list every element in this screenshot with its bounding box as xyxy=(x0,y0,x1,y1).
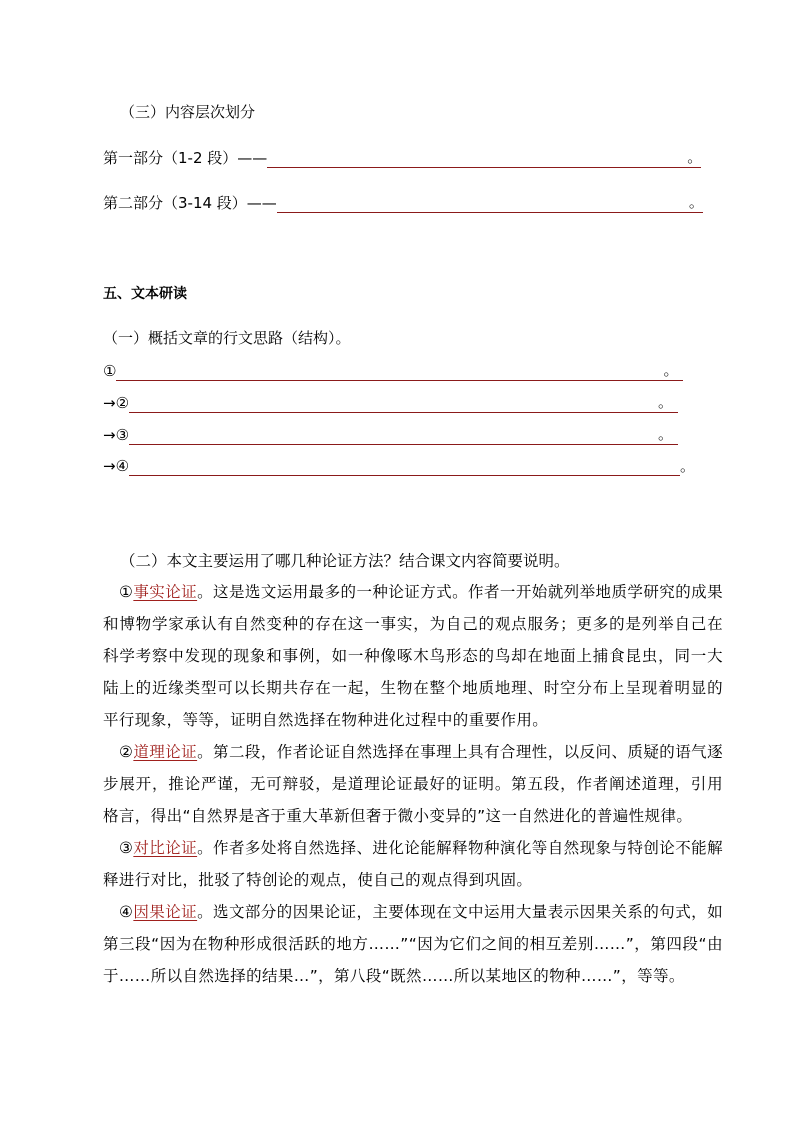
method-number: ① xyxy=(119,583,134,601)
method-term: 因果论证 xyxy=(133,903,198,921)
method-explanation: 。选文部分的因果论证，主要体现在文中运用大量表示因果关系的句式，如第三段“因为在物种形成很活跃的地方……”“因为它们之间的相互差别……”，第四段“由于……所以自然选择的结果…”，第八段“既然……所以某地区的物种……”，等等。 xyxy=(103,903,724,985)
part1-end: 。 xyxy=(687,148,703,166)
method-term: 对比论证 xyxy=(133,839,198,857)
part2-answer-blank[interactable] xyxy=(277,196,689,213)
structure-end: 。 xyxy=(680,457,696,475)
method-explanation: 。第二段，作者论证自然选择在事理上具有合理性，以反问、质疑的语气逐步展开，推论严谨，无可辩驳，是道理论证最好的证明。第五段，作者阐述道理，引用格言，得出“自然界是吝于重大革新但奢于微小变异的”这一自然进化的普遍性规律。 xyxy=(103,743,724,825)
section3-title: （三）内容层次划分 xyxy=(120,103,256,121)
q2-title: （二）本文主要运用了哪几种论证方法？结合课文内容简要说明。 xyxy=(120,552,570,570)
structure-answer-blank[interactable] xyxy=(129,459,680,476)
method-paragraph-cause xyxy=(103,896,723,992)
structure-marker: →② xyxy=(103,394,130,412)
method-number: ② xyxy=(119,743,134,761)
method-term: 道理论证 xyxy=(133,743,198,761)
method-term: 事实论证 xyxy=(133,583,198,601)
part1-label: 第一部分（1-2 段）—— xyxy=(103,149,268,167)
section5-heading: 五、文本研读 xyxy=(103,286,187,302)
part1-answer-blank[interactable] xyxy=(267,151,687,168)
method-number: ④ xyxy=(119,903,134,921)
method-paragraph-fact xyxy=(103,576,723,736)
method-paragraph-reason xyxy=(103,736,723,832)
structure-row-3 xyxy=(103,424,678,445)
structure-end: 。 xyxy=(663,360,683,381)
part2-label: 第二部分（3-14 段）—— xyxy=(103,194,277,212)
structure-row-4 xyxy=(103,456,695,476)
part2-row xyxy=(103,192,703,213)
structure-answer-blank[interactable] xyxy=(129,428,658,445)
structure-marker: →④ xyxy=(103,457,130,475)
method-number: ③ xyxy=(119,839,134,857)
structure-end: 。 xyxy=(658,424,678,445)
structure-row-1 xyxy=(103,360,683,381)
q1-title: （一）概括文章的行文思路（结构）。 xyxy=(103,329,351,347)
structure-answer-blank[interactable] xyxy=(129,396,658,413)
structure-answer-blank[interactable] xyxy=(116,364,663,381)
structure-row-2 xyxy=(103,392,678,413)
method-explanation: 。作者多处将自然选择、进化论能解释物种演化等自然现象与特创论不能解释进行对比，批驳了特创论的观点，使自己的观点得到巩固。 xyxy=(103,839,724,889)
structure-end: 。 xyxy=(658,392,678,413)
structure-marker: ① xyxy=(103,362,117,380)
part2-end: 。 xyxy=(688,193,704,211)
part1-row xyxy=(103,147,701,168)
method-explanation: 。这是选文运用最多的一种论证方式。作者一开始就列举地质学研究的成果和博物学家承认有自然变种的存在这一事实，为自己的观点服务；更多的是列举自己在科学考察中发现的现象和事例，如一种像啄木鸟形态的鸟却在地面上捕食昆虫，同一大陆上的近缘类型可以长期共存在一起，生物在整个地质地理、时空分布上呈现着明显的平行现象，等等，证明自然选择在物种进化过程中的重要作用。 xyxy=(103,583,724,729)
structure-marker: →③ xyxy=(103,426,130,444)
method-paragraph-contrast xyxy=(103,832,723,896)
